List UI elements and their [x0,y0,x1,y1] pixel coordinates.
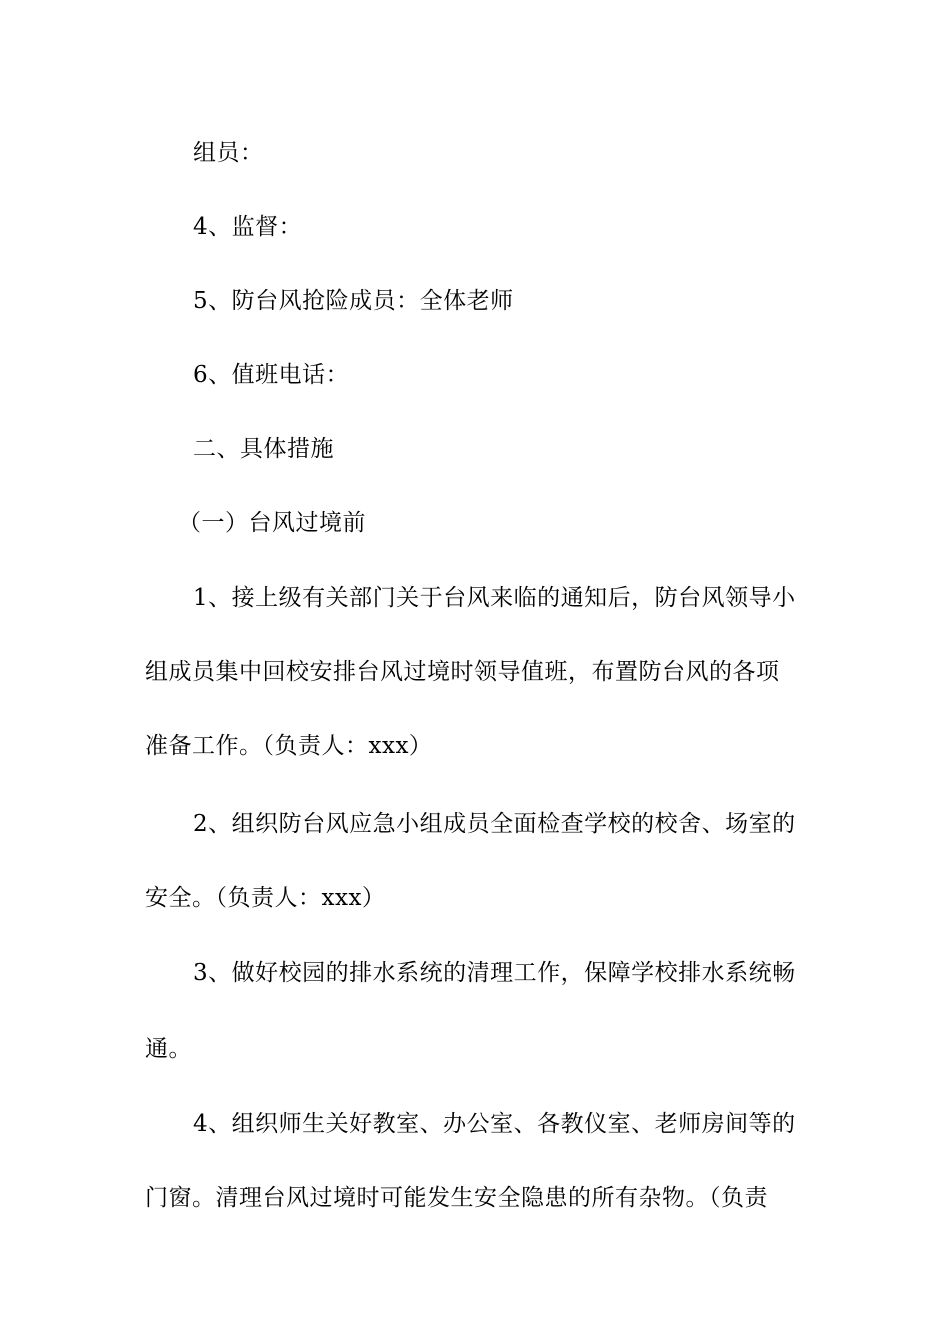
paragraph-duty-phone: 6、值班电话： [193,362,350,388]
item-4-line-1: 4、组织师生关好教室、办公室、各教仪室、老师房间等的 [193,1111,796,1137]
item-3-line-2: 通。 [145,1036,192,1062]
item-1-line-3: 准备工作。（负责人：xxx） [145,733,433,759]
subsection-heading-before-typhoon: （一）台风过境前 [178,510,366,536]
item-2-line-1: 2、组织防台风应急小组成员全面检查学校的校舍、场室的 [193,811,796,837]
item-1-line-2: 组成员集中回校安排台风过境时领导值班，布置防台风的各项 [145,659,780,685]
item-3-line-1: 3、做好校园的排水系统的清理工作，保障学校排水系统畅 [193,960,796,986]
item-1-line-1: 1、接上级有关部门关于台风来临的通知后，防台风领导小 [193,585,796,611]
paragraph-supervision: 4、监督： [193,214,303,240]
item-4-line-2: 门窗。清理台风过境时可能发生安全隐患的所有杂物。（负责 [145,1185,768,1211]
paragraph-members: 组员： [193,140,264,166]
paragraph-rescue-members: 5、防台风抢险成员：全体老师 [193,288,514,314]
item-2-line-2: 安全。（负责人：xxx） [145,885,386,911]
section-heading-measures: 二、具体措施 [193,436,334,462]
